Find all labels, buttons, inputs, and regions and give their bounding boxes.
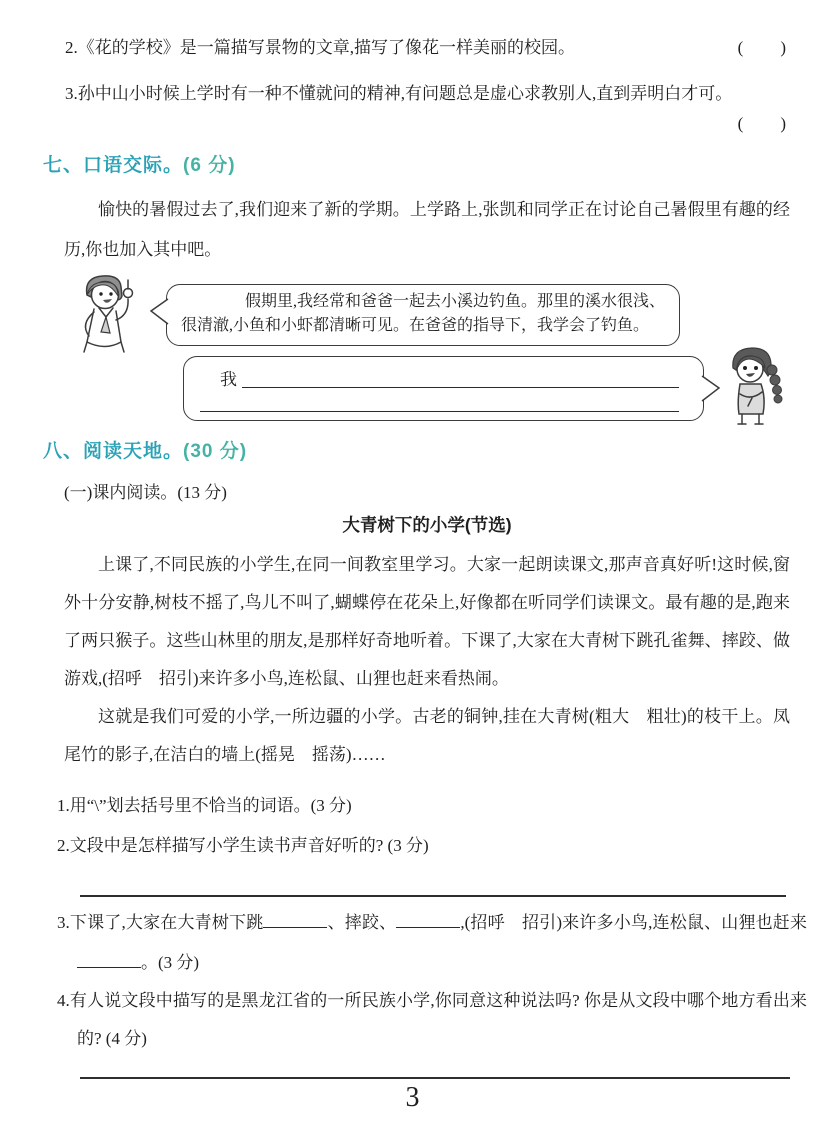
question-2: 2.文段中是怎样描写小学生读书声音好听的? (3 分) — [57, 836, 429, 855]
question-3-segment-2: 、摔跤、 — [327, 913, 397, 932]
page-number: 3 — [405, 1082, 420, 1113]
question-3-blank-1[interactable] — [263, 912, 327, 928]
judge-item-3-answer-brackets[interactable] — [738, 114, 787, 133]
open-paren: ( — [737, 38, 745, 57]
girl-speech-prefix: 我 — [220, 370, 237, 389]
speech-bubble-tail-right — [701, 375, 720, 402]
question-3-segment-4: 。(3 分) — [141, 953, 200, 972]
judge-item-2 — [65, 36, 787, 60]
passage-paragraph-1: 上课了,不同民族的小学生,在同一间教室里学习。大家一起朗读课文,那声音真好听!这时候,窗外十分安静,树枝不摇了,鸟儿不叫了,蝴蝶停在花朵上,好像都在听同学们读课文。最有趣的是,跑来了两只猴子。这些山林里的朋友,是那样好奇地听着。下课了,大家在大青树下跳孔雀舞、摔跤、做游戏,(招呼 招引)来许多小鸟,连松鼠、山狸也赶来看热闹。 — [64, 555, 790, 688]
passage-paragraph-2: 这就是我们可爱的小学,一所边疆的小学。古老的铜钟,挂在大青树(粗大 粗壮)的枝干上。凤尾竹的影子,在洁白的墙上(摇晃 摇荡)…… — [64, 707, 790, 764]
section-eight-label: 八、阅读天地。 — [43, 441, 184, 462]
subsection-in-class-reading: (一)课内阅读。(13 分) — [64, 483, 227, 502]
speech-bubble-tail-left — [150, 298, 169, 325]
judge-item-2-text: 2.《花的学校》是一篇描写景物的文章,描写了像花一样美丽的校园。 — [65, 38, 575, 57]
girl-speech-bubble — [183, 356, 704, 421]
question-3-segment-3: ,(招呼 招引)来许多小鸟,连松鼠、山狸也赶来 — [460, 913, 807, 932]
close-paren: ) — [780, 114, 787, 133]
section-seven-score: (6 分) — [183, 155, 236, 176]
judge-item-3-answer-row — [65, 114, 787, 134]
judge-item-2-answer-brackets[interactable] — [738, 36, 787, 60]
girl-cartoon-illustration — [714, 344, 794, 436]
question-1: 1.用“\”划去括号里不恰当的词语。(3 分) — [57, 796, 352, 815]
question-4: 4.有人说文段中描写的是黑龙江省的一所民族小学,你同意这种说法吗? 你是从文段中哪个地方看出来的? (4 分) — [57, 991, 807, 1048]
section-seven-label: 七、口语交际。 — [43, 155, 184, 176]
judge-item-3 — [65, 82, 791, 106]
open-paren: ( — [737, 114, 745, 133]
section-eight-score: (30 分) — [183, 441, 248, 462]
question-3-blank-3[interactable] — [77, 952, 141, 968]
answer-line-bubble-2[interactable] — [200, 411, 679, 412]
question-3 — [57, 903, 807, 983]
section-seven-heading — [43, 150, 236, 177]
reading-passage — [64, 546, 790, 774]
boy-speech-text: 假期里,我经常和爸爸一起去小溪边钓鱼。那里的溪水很浅、很清澈,小鱼和小虾都清晰可见。在爸爸的指导下，我学会了钓鱼。 — [181, 293, 666, 334]
boy-cartoon-illustration — [60, 272, 160, 358]
question-4-answer-line[interactable] — [80, 1077, 790, 1079]
question-3-segment-1: 3.下课了,大家在大青树下跳 — [57, 913, 264, 932]
close-paren: ) — [780, 38, 787, 57]
oral-communication-intro: 愉快的暑假过去了,我们迎来了新的学期。上学路上,张凯和同学正在讨论自己暑假里有趣的经历,你也加入其中吧。 — [64, 200, 790, 259]
judge-item-3-text: 3.孙中山小时候上学时有一种不懂就问的精神,有问题总是虚心求教别人,直到弄明白才可。 — [65, 84, 733, 103]
question-3-blank-2[interactable] — [396, 912, 460, 928]
question-2-answer-line[interactable] — [80, 895, 786, 897]
passage-title: 大青树下的小学(节选) — [342, 515, 512, 535]
section-eight-heading — [43, 436, 247, 463]
answer-line-bubble-1[interactable] — [242, 387, 679, 388]
boy-speech-bubble — [166, 284, 680, 346]
